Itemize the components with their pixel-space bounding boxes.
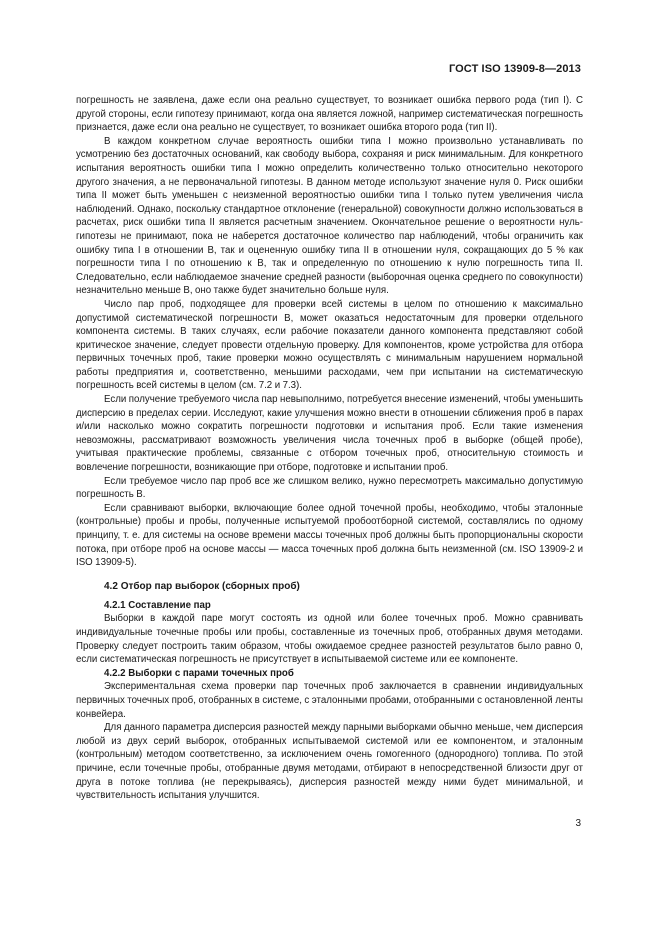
page-number: 3 xyxy=(575,818,581,829)
paragraph-3: Число пар проб, подходящее для проверки всей системы в целом по отношению к максимально допустимой систематической погрешности B, может оказаться недостаточным для проверки отдельного компонента системы. В таких случаях, если рабочие показатели данного компонента представляют собой критическое значение, следует провести отдельную проверку. Для компонентов, кроме устройства для отбора первичных точечных проб, такие проверки можно осуществлять с минимальным нарушением нормальной работы предприятия и, соответственно, меньшими расходами, чем при испытании на систематическую погрешность всей системы в целом (см. 7.2 и 7.3). xyxy=(76,298,583,392)
subsection-1-number: 4.2.1 xyxy=(104,599,126,611)
subsection-2-text-2: Для данного параметра дисперсия разностей между парными выборками обычно меньше, чем дисперсия любой из двух серий выборок, отобранных испытываемой системой или ее компонентом, и эталонным (контрольным) методом соответственно, за исключением очень гомогенного (однородного) топлива. По этой причине, если точечные пробы, отобранные двумя методами, отбирают в непосредственной близости друг от друга в потоке топлива (не перекрываясь), дисперсия разностей между ними будет минимальной, и чувствительность испытания улучшится. xyxy=(76,722,583,802)
subsection-2-text-1: Экспериментальная схема проверки пар точечных проб заключается в сравнении индивидуальных первичных точечных проб, отобранных в системе, с эталонными пробами, отобранными с остановленной ленты конвейера. xyxy=(76,681,583,720)
subsection-2-number: 4.2.2 xyxy=(104,667,126,679)
paragraph-1: погрешность не заявлена, даже если она реально существует, то возникает ошибка первого рода (тип I). С другой стороны, если гипотезу принимают, когда она является ложной, например систематическая погрешность признается, даже если она реально не существует, то возникает ошибка второго рода (тип II). xyxy=(76,95,583,134)
subsection-2-heading xyxy=(76,667,583,681)
section-number: 4.2 xyxy=(104,580,118,592)
section-title: Отбор пар выборок (сборных проб) xyxy=(120,580,300,592)
paragraph-4: Если получение требуемого числа пар невыполнимо, потребуется внесение изменений, чтобы уменьшить дисперсию в пределах серии. Исследуют, какие улучшения можно внести в отношении сближения проб в парах и/или насколько можно сократить погрешности подготовки и испытания проб. Если такие изменения невозможны, рассматривают возможность увеличения числа точечных проб в выборке (общей пробе), учитывая практические проблемы, связанные с отбором точечных проб, относительную стоимость и вовлечение погрешности, возникающие при отборе, подготовке и испытании проб. xyxy=(76,394,583,474)
paragraph-2: В каждом конкретном случае вероятность ошибки типа I можно произвольно устанавливать по усмотрению без достаточных оснований, как свободу выбора, сохраняя и риск минимальным. Для конкретного испытания вероятность ошибки типа I можно определить количественно только относительно некоторого другого значения, а не первоначальной гипотезы. В данном методе используют значение нуля 0. Риск ошибки типа II может быть уменьшен с неизменной вероятностью ошибки типа I только путем увеличения числа наблюдений. Однако, поскольку стандартное отклонение (генеральной) совокупности должно использоваться в расчетах, риск ошибки типа II является расчетным значением. Окончательное решение о вероятности нуль-гипотезы не принимают, пока не наберется достаточное количество пар наблюдений, чтобы ограничить как ошибку типа I в отношении B, так и оцененную ошибку типа II в отношении нуля, сокращающих до 5 % как погрешности типа I по отношению к B, так и определенную по отношению к нулю погрешность типа II. Следовательно, если наблюдаемое значение средней разности (выборочная оценка среднего по совокупности) незначительно меньше B, оно также будет значительно больше нуля. xyxy=(76,135,583,297)
subsection-2-title: Выборки с парами точечных проб xyxy=(128,667,294,679)
section-heading xyxy=(76,580,583,594)
subsection-1-title: Составление пар xyxy=(128,599,211,611)
subsection-1-heading xyxy=(76,599,583,613)
paragraph-6: Если сравнивают выборки, включающие более одной точечной пробы, необходимо, чтобы эталонные (контрольные) пробы и пробы, полученные испытуемой пробоотборной системой, составлялись по одному принципу, т. е. для системы на основе времени массы точечных проб должны быть пропорциональны скорости потока, при отборе проб на основе массы — масса точечных проб должна быть неизменной (см. ISO 13909-2 и ISO 13909-5). xyxy=(76,502,583,569)
document-body xyxy=(76,94,583,803)
paragraph-5: Если требуемое число пар проб все же слишком велико, нужно пересмотреть максимально допустимую погрешность B. xyxy=(76,475,583,501)
subsection-1-text: Выборки в каждой паре могут состоять из одной или более точечных проб. Можно сравнивать индивидуальные точечные пробы или пробы, составленные из точечных проб, отобранных двумя методами. Проверку следует построить таким образом, чтобы ожидаемое среднее разностей результатов было равно 0, если систематическая погрешность не присутствует в испытываемой системе или ее компоненте. xyxy=(76,613,583,666)
document-header: ГОСТ ISO 13909-8—2013 xyxy=(448,63,581,75)
